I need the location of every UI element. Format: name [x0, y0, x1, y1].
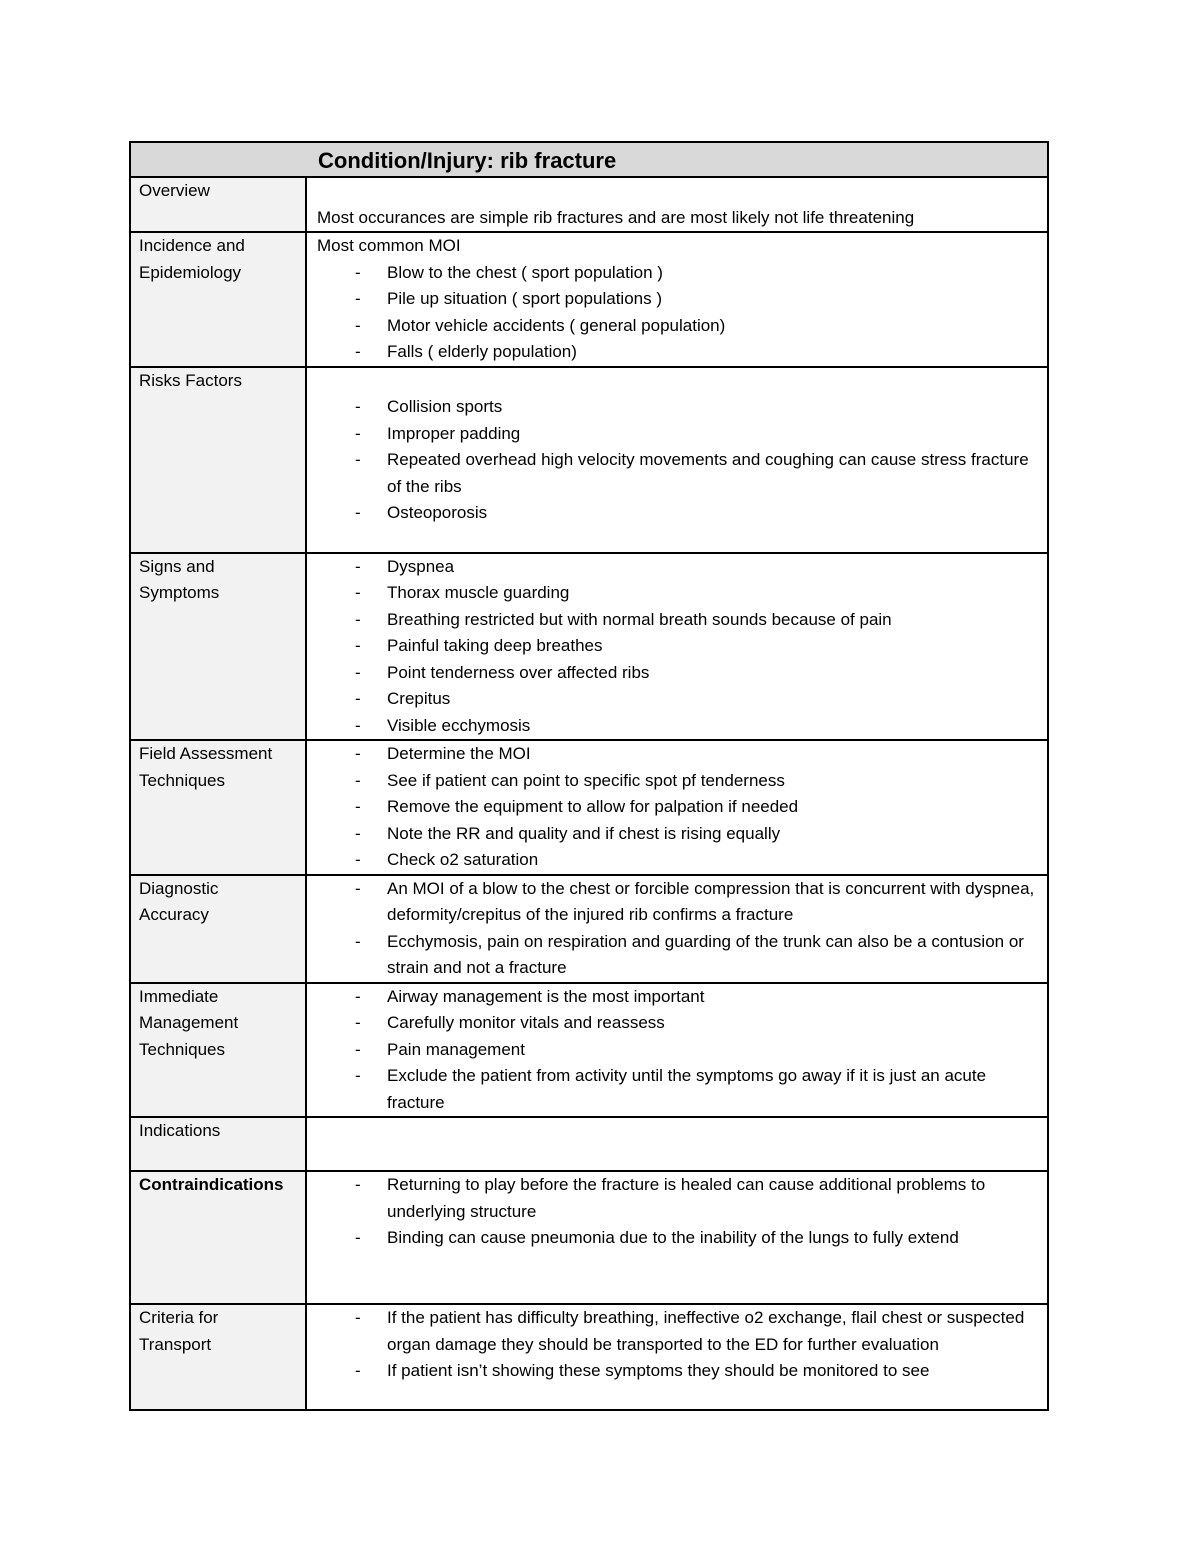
row-incidence — [130, 232, 1048, 367]
list-item: - Pile up situation ( sport populations ) — [315, 286, 1039, 313]
incidence-intro: Most common MOI — [317, 236, 461, 255]
list-item: - Osteoporosis — [315, 500, 1039, 527]
label-line: Symptoms — [139, 583, 220, 602]
label-line: Management — [139, 1013, 239, 1032]
row-content-incidence — [306, 232, 1048, 367]
label-line: Techniques — [139, 770, 226, 790]
list-item: - Blow to the chest ( sport population ) — [315, 260, 1039, 287]
list-item: - If patient isn’t showing these symptoms they should be monitored to see — [315, 1358, 1039, 1385]
list-item: - Repeated overhead high velocity movements and coughing can cause stress fracture of the ribs — [315, 447, 1039, 500]
row-label-transport — [130, 1304, 306, 1410]
label-line: Incidence and — [139, 236, 245, 255]
incidence-list — [315, 260, 1039, 366]
row-content-indications — [306, 1117, 1048, 1171]
list-item: - Pain management — [315, 1037, 1039, 1064]
row-content-transport — [306, 1304, 1048, 1410]
label-line: Immediate — [139, 986, 219, 1006]
row-overview — [130, 177, 1048, 232]
list-item: - Falls ( elderly population) — [315, 339, 1039, 366]
row-content-signs — [306, 553, 1048, 741]
row-indications — [130, 1117, 1048, 1171]
list-item: - See if patient can point to specific spot pf tenderness — [315, 768, 1039, 795]
row-content-immediate — [306, 983, 1048, 1118]
label-line: Diagnostic — [139, 878, 219, 898]
list-item: - Remove the equipment to allow for palpation if needed — [315, 794, 1039, 821]
row-label-incidence — [130, 232, 306, 367]
row-transport — [130, 1304, 1048, 1410]
label-line: Signs and — [139, 556, 215, 576]
list-item: - Binding can cause pneumonia due to the inability of the lungs to fully extend — [315, 1225, 1039, 1252]
label-line: Accuracy — [139, 905, 209, 924]
list-item: - Carefully monitor vitals and reassess — [315, 1010, 1039, 1037]
list-item: - Improper padding — [315, 421, 1039, 448]
row-content-risks — [306, 367, 1048, 553]
row-content-diagnostic — [306, 875, 1048, 983]
list-item: - Determine the MOI — [315, 741, 1039, 768]
row-diagnostic — [130, 875, 1048, 983]
contraindications-list — [315, 1172, 1039, 1252]
row-content-contraindications — [306, 1171, 1048, 1304]
list-item: - Exclude the patient from activity until the symptoms go away if it is just an acute fracture — [315, 1063, 1039, 1116]
list-item: - Returning to play before the fracture is healed can cause additional problems to underlying structure — [315, 1172, 1039, 1225]
label-line: Field Assessment — [139, 744, 273, 763]
row-label-indications: Indications — [130, 1117, 306, 1171]
risks-list — [315, 394, 1039, 527]
row-label-risks: Risks Factors — [130, 367, 306, 553]
list-item: - If the patient has difficulty breathing, ineffective o2 exchange, flail chest or suspected organ damage they should be transported to the ED for further evaluation — [315, 1305, 1039, 1358]
label-line: Techniques — [139, 1039, 226, 1059]
list-item: - Breathing restricted but with normal breath sounds because of pain — [315, 607, 1039, 634]
title-row — [130, 142, 1048, 177]
list-item: - Ecchymosis, pain on respiration and guarding of the trunk can also be a contusion or strain and not a fracture — [315, 929, 1039, 982]
row-signs — [130, 553, 1048, 741]
list-item: - Visible ecchymosis — [315, 713, 1039, 740]
immediate-list — [315, 984, 1039, 1117]
row-label-immediate — [130, 983, 306, 1118]
row-label-contraindications: Contraindications — [130, 1171, 306, 1304]
row-risks — [130, 367, 1048, 553]
row-field — [130, 740, 1048, 875]
diagnostic-list — [315, 876, 1039, 982]
list-item: - Note the RR and quality and if chest is rising equally — [315, 821, 1039, 848]
overview-text: Most occurances are simple rib fractures and are most likely not life threatening — [317, 207, 915, 227]
row-label-field — [130, 740, 306, 875]
title-cell — [130, 142, 1048, 177]
condition-table — [129, 141, 1049, 1411]
list-item: - Point tenderness over affected ribs — [315, 660, 1039, 687]
list-item: - Check o2 saturation — [315, 847, 1039, 874]
label-line: Epidemiology — [139, 262, 242, 282]
list-item: - Painful taking deep breathes — [315, 633, 1039, 660]
list-item: - Airway management is the most important — [315, 984, 1039, 1011]
label-line: Criteria for — [139, 1308, 219, 1327]
list-item: - Dyspnea — [315, 554, 1039, 581]
row-label-overview: Overview — [130, 177, 306, 232]
row-content-field — [306, 740, 1048, 875]
list-item: - Motor vehicle accidents ( general population) — [315, 313, 1039, 340]
list-item: - An MOI of a blow to the chest or forcible compression that is concurrent with dyspnea, deformity/crepitus of the injured rib confirms a fracture — [315, 876, 1039, 929]
page-title: Condition/Injury: rib fracture — [318, 148, 617, 173]
row-label-signs — [130, 553, 306, 741]
list-item: - Crepitus — [315, 686, 1039, 713]
list-item: - Thorax muscle guarding — [315, 580, 1039, 607]
row-content-overview — [306, 177, 1048, 232]
list-item: - Collision sports — [315, 394, 1039, 421]
signs-list — [315, 554, 1039, 740]
label-line: Transport — [139, 1334, 212, 1354]
condition-table-sheet — [129, 141, 1047, 1411]
transport-list — [315, 1305, 1039, 1385]
row-immediate — [130, 983, 1048, 1118]
field-list — [315, 741, 1039, 874]
row-label-diagnostic — [130, 875, 306, 983]
row-contraindications — [130, 1171, 1048, 1304]
